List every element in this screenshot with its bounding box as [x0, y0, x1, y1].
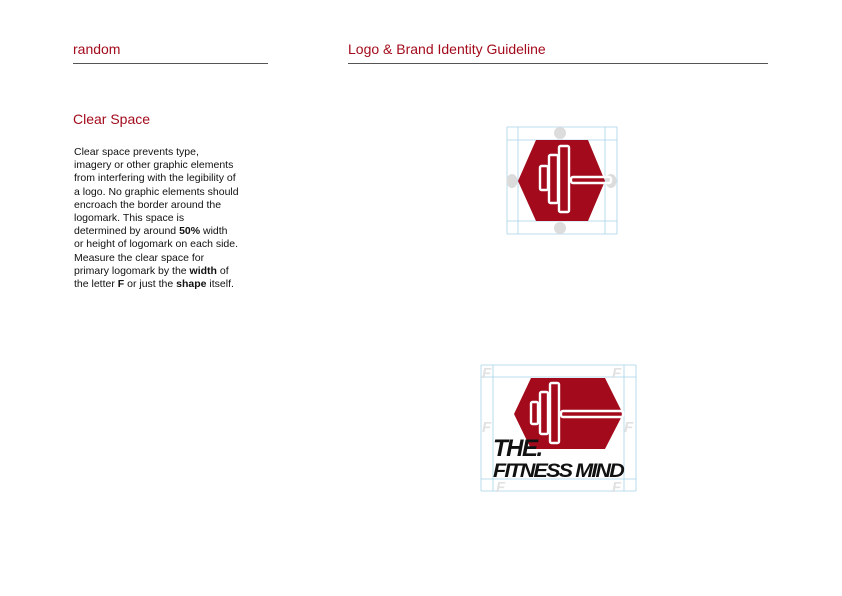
svg-text:F: F: [624, 419, 634, 436]
svg-text:F: F: [612, 365, 622, 382]
wordmark-line2: FITNESS MIND: [493, 461, 626, 482]
section-title: Clear Space: [73, 111, 151, 127]
svg-text:F: F: [496, 479, 506, 496]
wordmark-line1: THE.: [493, 435, 542, 462]
header-right-title: Logo & Brand Identity Guideline: [348, 41, 546, 57]
header-left-label: random: [73, 41, 121, 57]
section-body: Clear space prevents type, imagery or other graphic elements from interfering with the legibility of a logo. No graphic elements should encroach the border around the logomark. This space is determined by around 50% width or height of logomark on each side. Measure the clear space for primary logomark by the width of the letter F or just the shape itself.: [74, 146, 239, 291]
svg-text:F: F: [482, 365, 492, 382]
svg-text:F: F: [482, 419, 492, 436]
svg-text:F: F: [612, 479, 622, 496]
